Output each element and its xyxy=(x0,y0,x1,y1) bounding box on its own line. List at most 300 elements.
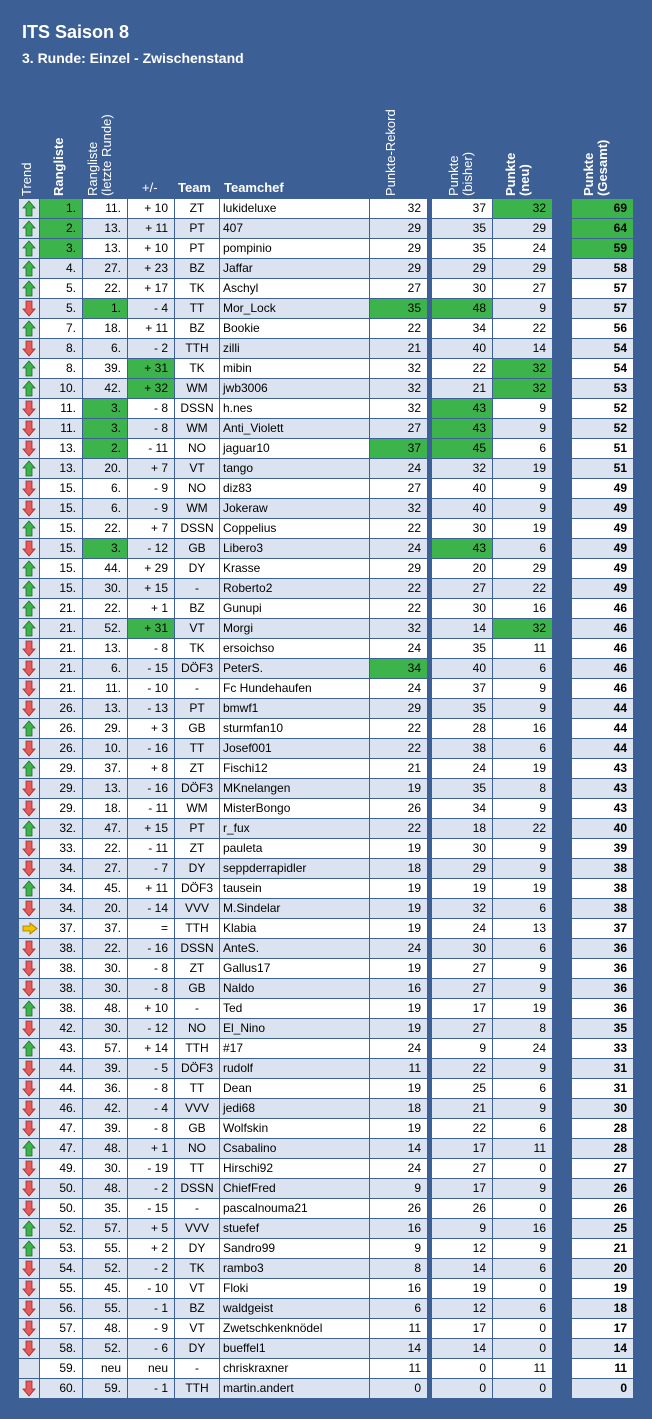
cell-change: + 31 xyxy=(128,359,174,378)
arrow-down-icon xyxy=(19,739,39,758)
cell-neu: 0 xyxy=(493,1159,552,1178)
cell-team: DSSN xyxy=(175,519,219,538)
cell-chef: h.nes xyxy=(220,399,369,418)
cell-rank: 26. xyxy=(40,739,82,758)
cell-gesamt: 49 xyxy=(572,499,633,518)
cell-rank: 52. xyxy=(40,1219,82,1238)
cell-gesamt: 28 xyxy=(572,1119,633,1138)
cell-neu: 9 xyxy=(493,1179,552,1198)
table-row xyxy=(0,1199,652,1219)
cell-neu: 6 xyxy=(493,939,552,958)
table-row xyxy=(0,1279,652,1299)
cell-change: + 17 xyxy=(128,279,174,298)
table-row xyxy=(0,559,652,579)
cell-chef: Jokeraw xyxy=(220,499,369,518)
cell-bisher: 35 xyxy=(432,219,492,238)
cell-rank: 44. xyxy=(40,1079,82,1098)
cell-neu: 16 xyxy=(493,599,552,618)
cell-bisher: 27 xyxy=(432,579,492,598)
table-row xyxy=(0,1059,652,1079)
cell-team: ZT xyxy=(175,199,219,218)
table-row xyxy=(0,299,652,319)
cell-record: 19 xyxy=(370,1119,427,1138)
arrow-down-icon xyxy=(19,1059,39,1078)
cell-chef: stuefef xyxy=(220,1219,369,1238)
cell-rank: 11. xyxy=(40,419,82,438)
cell-change: - 2 xyxy=(128,1179,174,1198)
arrow-down-icon xyxy=(19,1299,39,1318)
arrow-up-icon xyxy=(19,719,39,738)
cell-bisher: 38 xyxy=(432,739,492,758)
cell-chef: Hirschi92 xyxy=(220,1159,369,1178)
cell-bisher: 12 xyxy=(432,1239,492,1258)
cell-rank: 2. xyxy=(40,219,82,238)
cell-prev: 27. xyxy=(83,859,127,878)
cell-neu: 27 xyxy=(493,279,552,298)
cell-rank: 50. xyxy=(40,1199,82,1218)
cell-chef: ersoichso xyxy=(220,639,369,658)
cell-chef: Ted xyxy=(220,999,369,1018)
cell-change: - 4 xyxy=(128,1099,174,1118)
cell-bisher: 25 xyxy=(432,1079,492,1098)
cell-chef: bmwf1 xyxy=(220,699,369,718)
cell-rank: 15. xyxy=(40,519,82,538)
arrow-down-icon xyxy=(19,1339,39,1358)
cell-gesamt: 44 xyxy=(572,719,633,738)
cell-record: 27 xyxy=(370,279,427,298)
cell-prev: 45. xyxy=(83,879,127,898)
cell-neu: 9 xyxy=(493,499,552,518)
cell-prev: 29. xyxy=(83,719,127,738)
cell-change: - 7 xyxy=(128,859,174,878)
cell-chef: pompinio xyxy=(220,239,369,258)
cell-gesamt: 26 xyxy=(572,1199,633,1218)
cell-team: TTH xyxy=(175,339,219,358)
cell-rank: 15. xyxy=(40,499,82,518)
cell-record: 27 xyxy=(370,479,427,498)
table-row xyxy=(0,1179,652,1199)
cell-record: 27 xyxy=(370,419,427,438)
cell-gesamt: 49 xyxy=(572,559,633,578)
no-trend xyxy=(19,1359,39,1378)
table-row xyxy=(0,199,652,219)
cell-rank: 33. xyxy=(40,839,82,858)
cell-gesamt: 36 xyxy=(572,979,633,998)
cell-team: NO xyxy=(175,479,219,498)
cell-gesamt: 43 xyxy=(572,779,633,798)
cell-gesamt: 40 xyxy=(572,819,633,838)
cell-neu: 6 xyxy=(493,439,552,458)
cell-team: GB xyxy=(175,719,219,738)
cell-prev: 30. xyxy=(83,979,127,998)
cell-record: 11 xyxy=(370,1359,427,1378)
cell-neu: 16 xyxy=(493,719,552,738)
cell-record: 32 xyxy=(370,359,427,378)
cell-rank: 53. xyxy=(40,1239,82,1258)
cell-prev: 48. xyxy=(83,1139,127,1158)
cell-prev: 59. xyxy=(83,1379,127,1398)
cell-chef: rambo3 xyxy=(220,1259,369,1278)
cell-prev: 13. xyxy=(83,239,127,258)
cell-gesamt: 17 xyxy=(572,1319,633,1338)
cell-chef: Roberto2 xyxy=(220,579,369,598)
cell-change: - 8 xyxy=(128,1119,174,1138)
cell-neu: 9 xyxy=(493,1239,552,1258)
cell-prev: 35. xyxy=(83,1199,127,1218)
cell-gesamt: 43 xyxy=(572,799,633,818)
cell-change: - 5 xyxy=(128,1059,174,1078)
cell-team: BZ xyxy=(175,1299,219,1318)
cell-bisher: 43 xyxy=(432,419,492,438)
cell-team: VVV xyxy=(175,1099,219,1118)
cell-change: + 1 xyxy=(128,1139,174,1158)
table-row xyxy=(0,259,652,279)
cell-record: 19 xyxy=(370,959,427,978)
cell-prev: 6. xyxy=(83,499,127,518)
cell-record: 24 xyxy=(370,1159,427,1178)
arrow-down-icon xyxy=(19,679,39,698)
cell-team: DÖF3 xyxy=(175,879,219,898)
cell-chef: rudolf xyxy=(220,1059,369,1078)
cell-bisher: 30 xyxy=(432,839,492,858)
header-change: +/- xyxy=(142,180,158,195)
cell-bisher: 29 xyxy=(432,859,492,878)
cell-rank: 38. xyxy=(40,939,82,958)
cell-neu: 0 xyxy=(493,1379,552,1398)
table-row xyxy=(0,439,652,459)
cell-bisher: 18 xyxy=(432,819,492,838)
table-row xyxy=(0,999,652,1019)
cell-prev: 30. xyxy=(83,1019,127,1038)
cell-change: - 9 xyxy=(128,499,174,518)
cell-gesamt: 49 xyxy=(572,539,633,558)
cell-prev: 52. xyxy=(83,619,127,638)
cell-record: 22 xyxy=(370,579,427,598)
table-row xyxy=(0,759,652,779)
cell-team: BZ xyxy=(175,599,219,618)
cell-change: - 10 xyxy=(128,679,174,698)
cell-neu: 9 xyxy=(493,699,552,718)
cell-record: 14 xyxy=(370,1339,427,1358)
cell-prev: 30. xyxy=(83,1159,127,1178)
cell-neu: 29 xyxy=(493,559,552,578)
cell-chef: Klabia xyxy=(220,919,369,938)
arrow-down-icon xyxy=(19,1179,39,1198)
cell-prev: 22. xyxy=(83,279,127,298)
cell-neu: 6 xyxy=(493,1299,552,1318)
arrow-up-icon xyxy=(19,239,39,258)
cell-team: ZT xyxy=(175,759,219,778)
cell-rank: 34. xyxy=(40,859,82,878)
cell-rank: 26. xyxy=(40,719,82,738)
arrow-up-icon xyxy=(19,379,39,398)
cell-change: - 8 xyxy=(128,959,174,978)
cell-gesamt: 38 xyxy=(572,879,633,898)
cell-team: VT xyxy=(175,459,219,478)
table-row xyxy=(0,379,652,399)
cell-neu: 0 xyxy=(493,1319,552,1338)
cell-bisher: 17 xyxy=(432,1179,492,1198)
cell-rank: 13. xyxy=(40,459,82,478)
arrow-down-icon xyxy=(19,639,39,658)
cell-bisher: 29 xyxy=(432,259,492,278)
cell-gesamt: 19 xyxy=(572,1279,633,1298)
cell-rank: 29. xyxy=(40,779,82,798)
cell-change: - 1 xyxy=(128,1379,174,1398)
cell-bisher: 24 xyxy=(432,919,492,938)
cell-prev: 37. xyxy=(83,919,127,938)
cell-bisher: 9 xyxy=(432,1039,492,1058)
arrow-up-icon xyxy=(19,459,39,478)
cell-record: 22 xyxy=(370,819,427,838)
cell-rank: 13. xyxy=(40,439,82,458)
cell-team: WM xyxy=(175,379,219,398)
arrow-down-icon xyxy=(19,699,39,718)
cell-team: BZ xyxy=(175,319,219,338)
cell-gesamt: 54 xyxy=(572,359,633,378)
cell-gesamt: 27 xyxy=(572,1159,633,1178)
cell-record: 16 xyxy=(370,979,427,998)
cell-team: DSSN xyxy=(175,399,219,418)
cell-record: 19 xyxy=(370,999,427,1018)
table-row xyxy=(0,859,652,879)
cell-neu: 13 xyxy=(493,919,552,938)
cell-prev: 6. xyxy=(83,339,127,358)
cell-record: 22 xyxy=(370,739,427,758)
cell-prev: 48. xyxy=(83,1179,127,1198)
header-rangliste: Rangliste xyxy=(51,137,66,196)
cell-change: - 1 xyxy=(128,1299,174,1318)
cell-record: 6 xyxy=(370,1299,427,1318)
arrow-up-icon xyxy=(19,559,39,578)
table-row xyxy=(0,939,652,959)
arrow-up-icon xyxy=(19,1139,39,1158)
arrow-up-icon xyxy=(19,759,39,778)
cell-gesamt: 36 xyxy=(572,999,633,1018)
table-row xyxy=(0,579,652,599)
table-row xyxy=(0,599,652,619)
cell-change: + 1 xyxy=(128,599,174,618)
table-row xyxy=(0,279,652,299)
table-row xyxy=(0,539,652,559)
cell-neu: 9 xyxy=(493,799,552,818)
cell-prev: 6. xyxy=(83,479,127,498)
cell-gesamt: 46 xyxy=(572,659,633,678)
table-row xyxy=(0,819,652,839)
cell-gesamt: 44 xyxy=(572,699,633,718)
cell-chef: Fc Hundehaufen xyxy=(220,679,369,698)
cell-bisher: 48 xyxy=(432,299,492,318)
cell-gesamt: 69 xyxy=(572,199,633,218)
cell-rank: 47. xyxy=(40,1139,82,1158)
cell-chef: Fischi12 xyxy=(220,759,369,778)
cell-change: - 14 xyxy=(128,899,174,918)
cell-team: VT xyxy=(175,619,219,638)
cell-bisher: 30 xyxy=(432,519,492,538)
cell-change: + 7 xyxy=(128,519,174,538)
table-row xyxy=(0,519,652,539)
cell-bisher: 45 xyxy=(432,439,492,458)
cell-record: 9 xyxy=(370,1179,427,1198)
arrow-down-icon xyxy=(19,839,39,858)
cell-neu: 0 xyxy=(493,1199,552,1218)
cell-prev: 48. xyxy=(83,999,127,1018)
arrow-right-icon xyxy=(19,919,39,938)
cell-record: 19 xyxy=(370,899,427,918)
cell-change: - 8 xyxy=(128,399,174,418)
cell-gesamt: 54 xyxy=(572,339,633,358)
arrow-up-icon xyxy=(19,879,39,898)
cell-record: 35 xyxy=(370,299,427,318)
cell-record: 24 xyxy=(370,459,427,478)
cell-prev: 3. xyxy=(83,399,127,418)
cell-gesamt: 39 xyxy=(572,839,633,858)
cell-chef: MisterBongo xyxy=(220,799,369,818)
cell-rank: 7. xyxy=(40,319,82,338)
cell-bisher: 37 xyxy=(432,199,492,218)
cell-bisher: 14 xyxy=(432,1339,492,1358)
cell-chef: Josef001 xyxy=(220,739,369,758)
cell-neu: 9 xyxy=(493,859,552,878)
page-subtitle: 3. Runde: Einzel - Zwischenstand xyxy=(22,50,244,66)
arrow-up-icon xyxy=(19,999,39,1018)
header-trend: Trend xyxy=(19,162,34,196)
cell-neu: 9 xyxy=(493,479,552,498)
cell-rank: 44. xyxy=(40,1059,82,1078)
cell-team: TTH xyxy=(175,919,219,938)
arrow-down-icon xyxy=(19,499,39,518)
cell-record: 22 xyxy=(370,599,427,618)
cell-gesamt: 44 xyxy=(572,739,633,758)
cell-team: PT xyxy=(175,819,219,838)
cell-gesamt: 49 xyxy=(572,479,633,498)
cell-gesamt: 21 xyxy=(572,1239,633,1258)
arrow-down-icon xyxy=(19,419,39,438)
cell-chef: AnteS. xyxy=(220,939,369,958)
cell-rank: 50. xyxy=(40,1179,82,1198)
cell-gesamt: 37 xyxy=(572,919,633,938)
cell-team: DÖF3 xyxy=(175,659,219,678)
table-row xyxy=(0,1019,652,1039)
cell-team: ZT xyxy=(175,959,219,978)
cell-team: DY xyxy=(175,859,219,878)
cell-rank: 42. xyxy=(40,1019,82,1038)
cell-neu: 9 xyxy=(493,419,552,438)
arrow-up-icon xyxy=(19,359,39,378)
cell-record: 16 xyxy=(370,1219,427,1238)
cell-record: 29 xyxy=(370,699,427,718)
cell-bisher: 35 xyxy=(432,779,492,798)
cell-neu: 6 xyxy=(493,1119,552,1138)
cell-rank: 1. xyxy=(40,199,82,218)
cell-bisher: 32 xyxy=(432,899,492,918)
cell-record: 32 xyxy=(370,619,427,638)
arrow-up-icon xyxy=(19,819,39,838)
cell-change: + 32 xyxy=(128,379,174,398)
arrow-down-icon xyxy=(19,479,39,498)
cell-rank: 10. xyxy=(40,379,82,398)
cell-bisher: 43 xyxy=(432,539,492,558)
cell-bisher: 17 xyxy=(432,999,492,1018)
cell-change: + 11 xyxy=(128,879,174,898)
arrow-down-icon xyxy=(19,1019,39,1038)
arrow-down-icon xyxy=(19,439,39,458)
cell-record: 29 xyxy=(370,219,427,238)
cell-neu: 9 xyxy=(493,839,552,858)
cell-chef: 407 xyxy=(220,219,369,238)
cell-record: 32 xyxy=(370,379,427,398)
table-row xyxy=(0,699,652,719)
cell-prev: 22. xyxy=(83,599,127,618)
cell-team: - xyxy=(175,579,219,598)
cell-change: - 19 xyxy=(128,1159,174,1178)
cell-prev: 55. xyxy=(83,1239,127,1258)
header-team: Team xyxy=(178,180,211,195)
cell-gesamt: 56 xyxy=(572,319,633,338)
cell-record: 24 xyxy=(370,1039,427,1058)
cell-chef: Coppelius xyxy=(220,519,369,538)
cell-record: 34 xyxy=(370,659,427,678)
cell-chef: mibin xyxy=(220,359,369,378)
cell-neu: 9 xyxy=(493,959,552,978)
cell-chef: Csabalino xyxy=(220,1139,369,1158)
cell-change: + 8 xyxy=(128,759,174,778)
cell-record: 18 xyxy=(370,859,427,878)
cell-rank: 5. xyxy=(40,279,82,298)
cell-record: 26 xyxy=(370,1199,427,1218)
cell-record: 26 xyxy=(370,799,427,818)
cell-change: - 2 xyxy=(128,339,174,358)
cell-neu: 22 xyxy=(493,819,552,838)
cell-neu: 6 xyxy=(493,899,552,918)
cell-change: + 15 xyxy=(128,819,174,838)
cell-record: 22 xyxy=(370,719,427,738)
table-row xyxy=(0,1299,652,1319)
cell-prev: 52. xyxy=(83,1259,127,1278)
cell-gesamt: 53 xyxy=(572,379,633,398)
cell-neu: 8 xyxy=(493,1019,552,1038)
cell-bisher: 34 xyxy=(432,319,492,338)
cell-neu: 24 xyxy=(493,1039,552,1058)
cell-team: TTH xyxy=(175,1379,219,1398)
cell-record: 32 xyxy=(370,199,427,218)
arrow-down-icon xyxy=(19,659,39,678)
cell-chef: r_fux xyxy=(220,819,369,838)
cell-change: + 23 xyxy=(128,259,174,278)
cell-record: 24 xyxy=(370,539,427,558)
cell-chef: lukideluxe xyxy=(220,199,369,218)
cell-rank: 21. xyxy=(40,639,82,658)
cell-chef: M.Sindelar xyxy=(220,899,369,918)
cell-neu: 19 xyxy=(493,759,552,778)
cell-record: 19 xyxy=(370,1079,427,1098)
cell-chef: martin.andert xyxy=(220,1379,369,1398)
cell-change: + 14 xyxy=(128,1039,174,1058)
cell-gesamt: 46 xyxy=(572,639,633,658)
cell-team: GB xyxy=(175,1119,219,1138)
cell-gesamt: 28 xyxy=(572,1139,633,1158)
cell-prev: 37. xyxy=(83,759,127,778)
cell-rank: 34. xyxy=(40,879,82,898)
cell-prev: 18. xyxy=(83,799,127,818)
cell-bisher: 21 xyxy=(432,379,492,398)
cell-change: - 13 xyxy=(128,699,174,718)
cell-team: TK xyxy=(175,359,219,378)
cell-bisher: 24 xyxy=(432,759,492,778)
table-row xyxy=(0,319,652,339)
cell-chef: tausein xyxy=(220,879,369,898)
table-row xyxy=(0,1379,652,1399)
